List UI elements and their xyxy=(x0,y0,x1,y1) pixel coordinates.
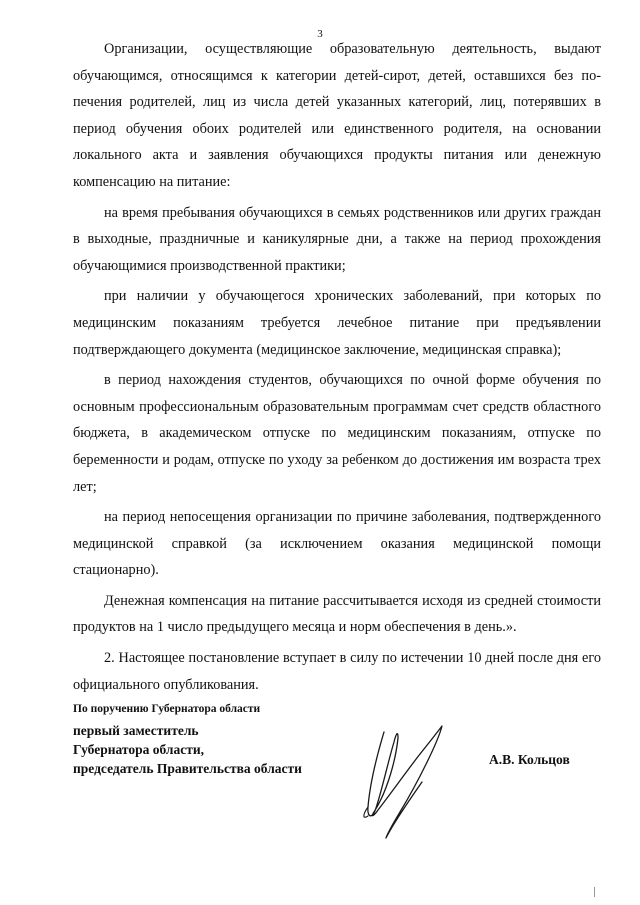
paragraph-illness-absence: на период непосещения организации по причине заболевания, подтвержденного медицинской справкой (за исключением оказания медицинской помощи стационарно). xyxy=(73,509,601,579)
paragraph-academic-leave: в период нахождения студентов, обучающихся по очной форме обучения по основным профессиональным образовательным программам счет средств областного бюджета, в академическом отпуске по медицинским показаниям, отпуске по беременности и родам, отпуске по уходу за ребенком до достижения им возраста трех лет; xyxy=(73,372,601,495)
signatory-title-block xyxy=(73,697,302,778)
document-body xyxy=(73,36,601,698)
signatory-position-line1: первый заместитель xyxy=(73,723,199,738)
paragraph-effective-date: 2. Настоящее постановление вступает в силу по истечении 10 дней после дня его официального опубликования. xyxy=(73,650,601,693)
handwritten-signature xyxy=(348,712,468,842)
signatory-instruction: По поручению Губернатора области xyxy=(73,703,261,715)
scan-edge-mark xyxy=(594,887,595,897)
paragraph-chronic-diseases: при наличии у обучающегося хронических заболеваний, при которых по медицинским показаниям требуется лечебное питание при предъявлении подтверждающего документа (медицинское заключение, медицинская справка); xyxy=(73,288,601,358)
signatory-position-line2: Губернатора области, xyxy=(73,742,204,757)
signer-name: А.В. Кольцов xyxy=(489,752,570,767)
paragraph-compensation-calc: Денежная компенсация на питание рассчитывается исходя из средней стоимости продуктов на 1 число предыдущего месяца и норм обеспечения в день.». xyxy=(73,592,601,636)
signatory-position-line3: председатель Правительства области xyxy=(73,761,302,776)
page-number: 3 xyxy=(317,28,323,40)
paragraph-relatives-stay: на время пребывания обучающихся в семьях родственников или других граждан в выходные, праздничные и каникулярные дни, а также на период прохождения обучающимися производственной практики; xyxy=(73,204,601,274)
paragraph-organizations: Организации, осуществляющие образовательную деятельность, выдают обучающимся, относящимся к категории детей-сирот, детей, оставшихся без попечения родителей, лиц из числа детей указанных категорий, лиц, потерявших в период обучения обоих родителей или единственного родителя, на основании локального акта и заявления обучающихся продукты питания или денежную компенсацию на питание: xyxy=(73,41,601,190)
